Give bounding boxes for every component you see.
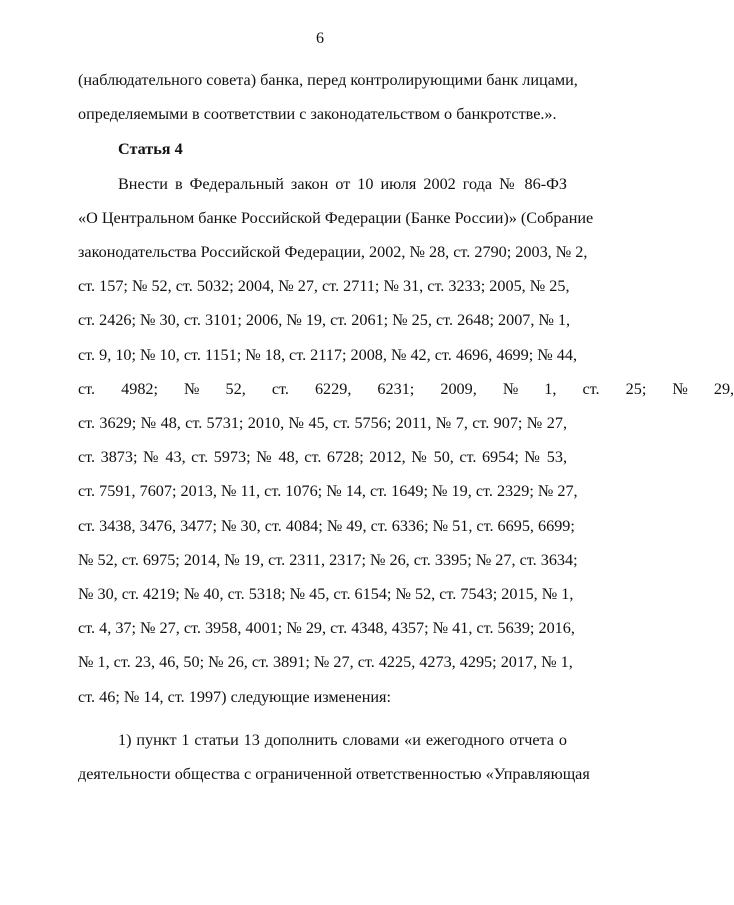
text-line: ст. 2426; № 30, ст. 3101; 2006, № 19, ст. 2061; № 25, ст. 2648; 2007, № 1,	[78, 311, 571, 329]
text-line: № 30, ст. 4219; № 40, ст. 5318; № 45, ст. 6154; № 52, ст. 7543; 2015, № 1,	[78, 585, 574, 603]
text-line: законодательства Российской Федерации, 2002, № 28, ст. 2790; 2003, № 2,	[78, 243, 588, 261]
text-line: Внести в Федеральный закон от 10 июля 2002 года № 86-ФЗ	[118, 175, 567, 193]
text-line: ст. 4982; № 52, ст. 6229, 6231; 2009, № 1, ст. 25; № 29,	[78, 380, 734, 398]
text-line: 1) пункт 1 статьи 13 дополнить словами «и ежегодного отчета о	[118, 731, 567, 749]
text-line: ст. 4, 37; № 27, ст. 3958, 4001; № 29, ст. 4348, 4357; № 41, ст. 5639; 2016,	[78, 619, 575, 637]
page-number: 6	[316, 30, 324, 47]
text-line: «О Центральном банке Российской Федерации (Банке России)» (Собрание	[78, 209, 594, 227]
text-line: № 1, ст. 23, 46, 50; № 26, ст. 3891; № 27, ст. 4225, 4273, 4295; 2017, № 1,	[78, 653, 573, 671]
text-line: ст. 3438, 3476, 3477; № 30, ст. 4084; № 49, ст. 6336; № 51, ст. 6695, 6699;	[78, 517, 575, 535]
text-line: ст. 3873; № 43, ст. 5973; № 48, ст. 6728; 2012, № 50, ст. 6954; № 53,	[78, 448, 567, 466]
text-line: ст. 46; № 14, ст. 1997) следующие изменения:	[78, 688, 391, 706]
text-line: ст. 9, 10; № 10, ст. 1151; № 18, ст. 2117; 2008, № 42, ст. 4696, 4699; № 44,	[78, 346, 577, 364]
article-heading: Статья 4	[118, 140, 183, 158]
text-line: ст. 3629; № 48, ст. 5731; 2010, № 45, ст. 5756; 2011, № 7, ст. 907; № 27,	[78, 414, 567, 432]
text-line: ст. 7591, 7607; 2013, № 11, ст. 1076; № 14, ст. 1649; № 19, ст. 2329; № 27,	[78, 482, 578, 500]
text-line: № 52, ст. 6975; 2014, № 19, ст. 2311, 2317; № 26, ст. 3395; № 27, ст. 3634;	[78, 551, 578, 569]
text-line: (наблюдательного совета) банка, перед контролирующими банк лицами,	[78, 71, 578, 89]
text-line: ст. 157; № 52, ст. 5032; 2004, № 27, ст. 2711; № 31, ст. 3233; 2005, № 25,	[78, 277, 570, 295]
text-line: деятельности общества с ограниченной ответственностью «Управляющая	[78, 765, 590, 783]
text-line: определяемыми в соответствии с законодательством о банкротстве.».	[78, 105, 557, 123]
